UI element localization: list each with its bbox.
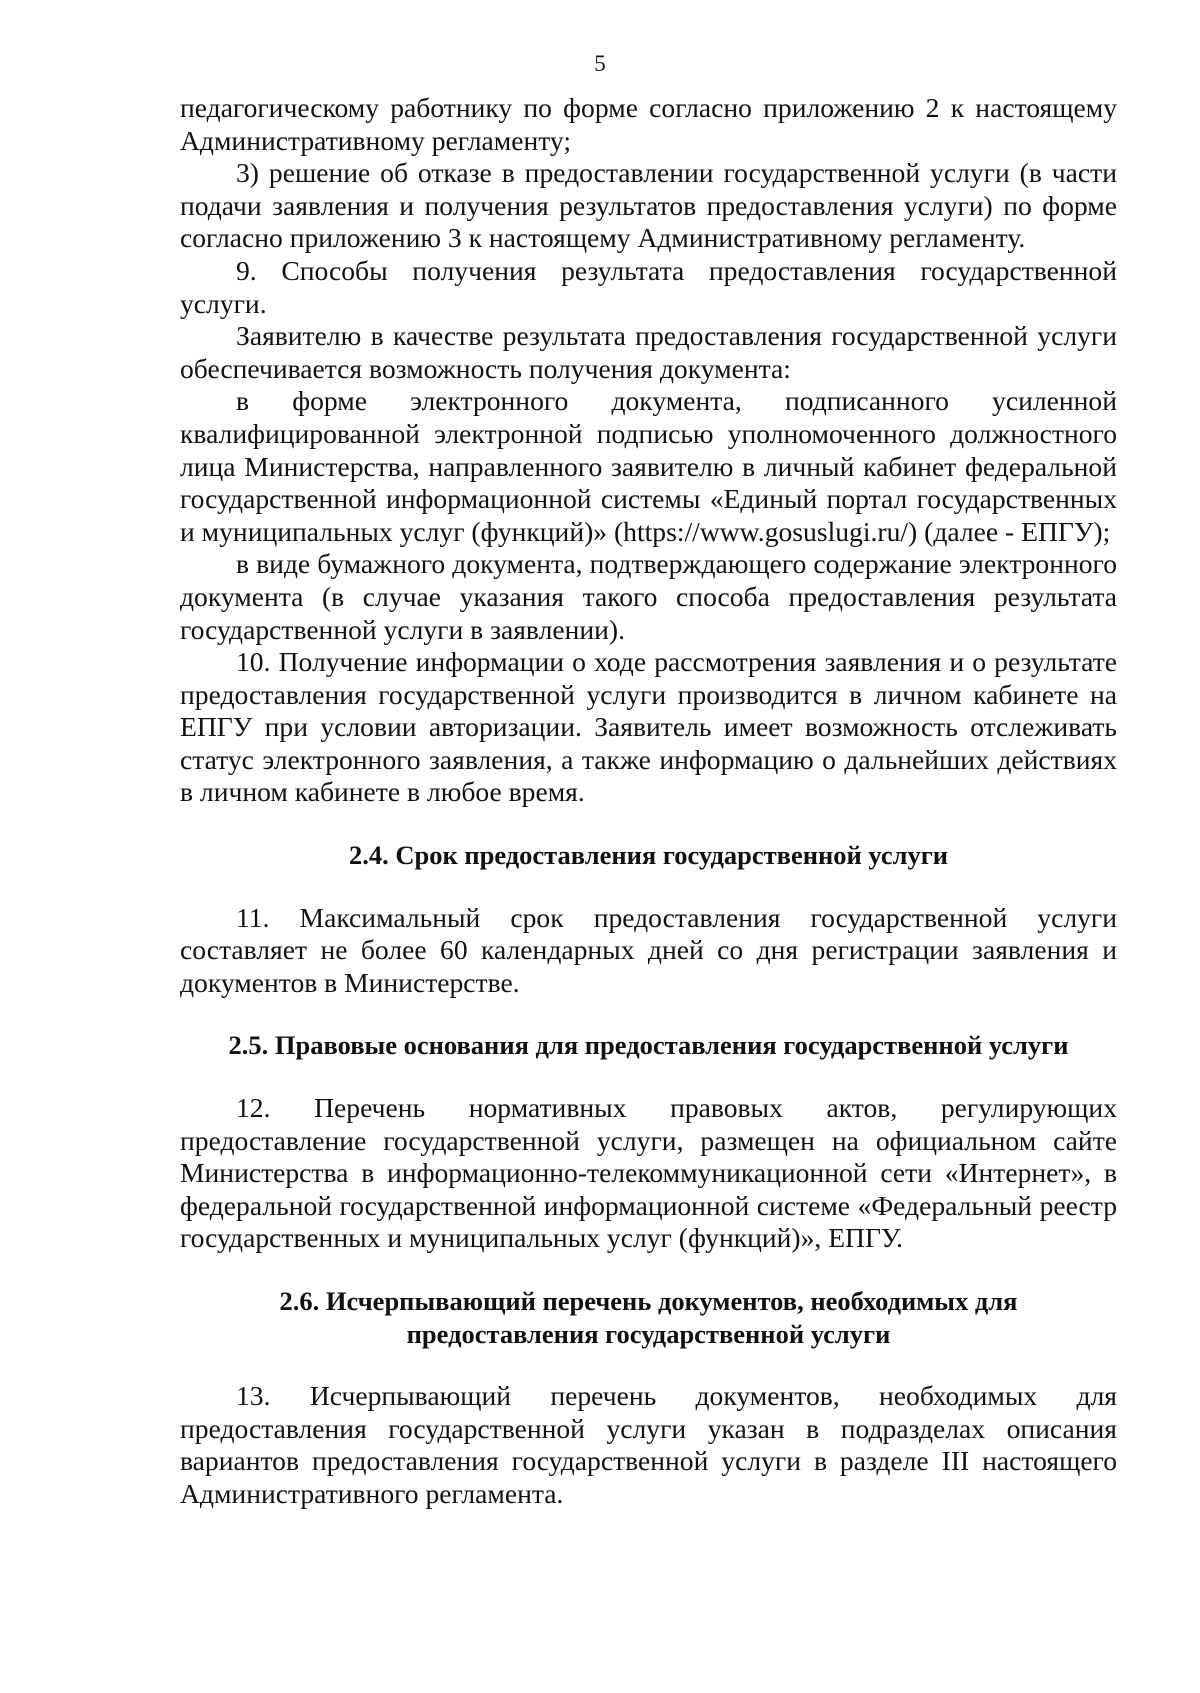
paragraph-item-10: 10. Получение информации о ходе рассмотрения заявления и о результате предоставления государственной услуги производится в личном кабинете на ЕПГУ при условии авторизации. Заявитель имеет возможность отслеживать статус электронного заявления, а также информацию о дальнейших действиях в личном кабинете в любое время. — [180, 646, 1117, 808]
document-body — [180, 92, 1117, 1511]
paragraph-refusal-decision: 3) решение об отказе в предоставлении государственной услуги (в части подачи заявления и получения результатов предоставления услуги) по форме согласно приложению 3 к настоящему Административному регламенту. — [180, 157, 1117, 254]
page-number: 5 — [594, 51, 606, 76]
paragraph-paper-form: в виде бумажного документа, подтверждающего содержание электронного документа (в случае указания такого способа предоставления результата государственной услуги в заявлении). — [180, 548, 1117, 645]
section-heading-2-6-line-1: 2.6. Исчерпывающий перечень документов, необходимых для — [279, 1286, 1018, 1316]
paragraph-applicant-result: Заявителю в качестве результата предоставления государственной услуги обеспечивается возможность получения документа: — [180, 320, 1117, 384]
paragraph-item-9: 9. Способы получения результата предоставления государственной услуги. — [180, 254, 1117, 319]
section-heading-2-6 — [180, 1285, 1117, 1350]
section-heading-2-5: 2.5. Правовые основания для предоставления государственной услуги — [228, 1030, 1069, 1061]
paragraph-continuation: педагогическому работнику по форме согласно приложению 2 к настоящему Административному регламенту; — [180, 92, 1117, 156]
section-heading-2-6-line-2: предоставления государственной услуги — [406, 1318, 891, 1349]
paragraph-electronic-form: в форме электронного документа, подписанного усиленной квалифицированной электронной подписью уполномоченного должностного лица Министерства, направленного заявителю в личный кабинет федеральной государственной информационной системы «Единый портал государственных и муниципальных услуг (функций)» (https://www.gosuslugi.ru/) (далее - ЕПГУ); — [180, 385, 1117, 547]
section-heading-2-4: 2.4. Срок предоставления государственной услуги — [348, 840, 949, 871]
paragraph-item-12: 12. Перечень нормативных правовых актов, регулирующих предоставление государственной услуги, размещен на официальном сайте Министерства в информационно-телекоммуникационной сети «Интернет», в федеральной государственной информационной системе «Федеральный реестр государственных и муниципальных услуг (функций)», ЕПГУ. — [180, 1092, 1117, 1254]
paragraph-item-13: 13. Исчерпывающий перечень документов, необходимых для предоставления государственной услуги указан в подразделах описания вариантов предоставления государственной услуги в разделе III настоящего Административного регламента. — [180, 1380, 1117, 1509]
paragraph-item-11: 11. Максимальный срок предоставления государственной услуги составляет не более 60 календарных дней со дня регистрации заявления и документов в Министерстве. — [180, 901, 1117, 998]
